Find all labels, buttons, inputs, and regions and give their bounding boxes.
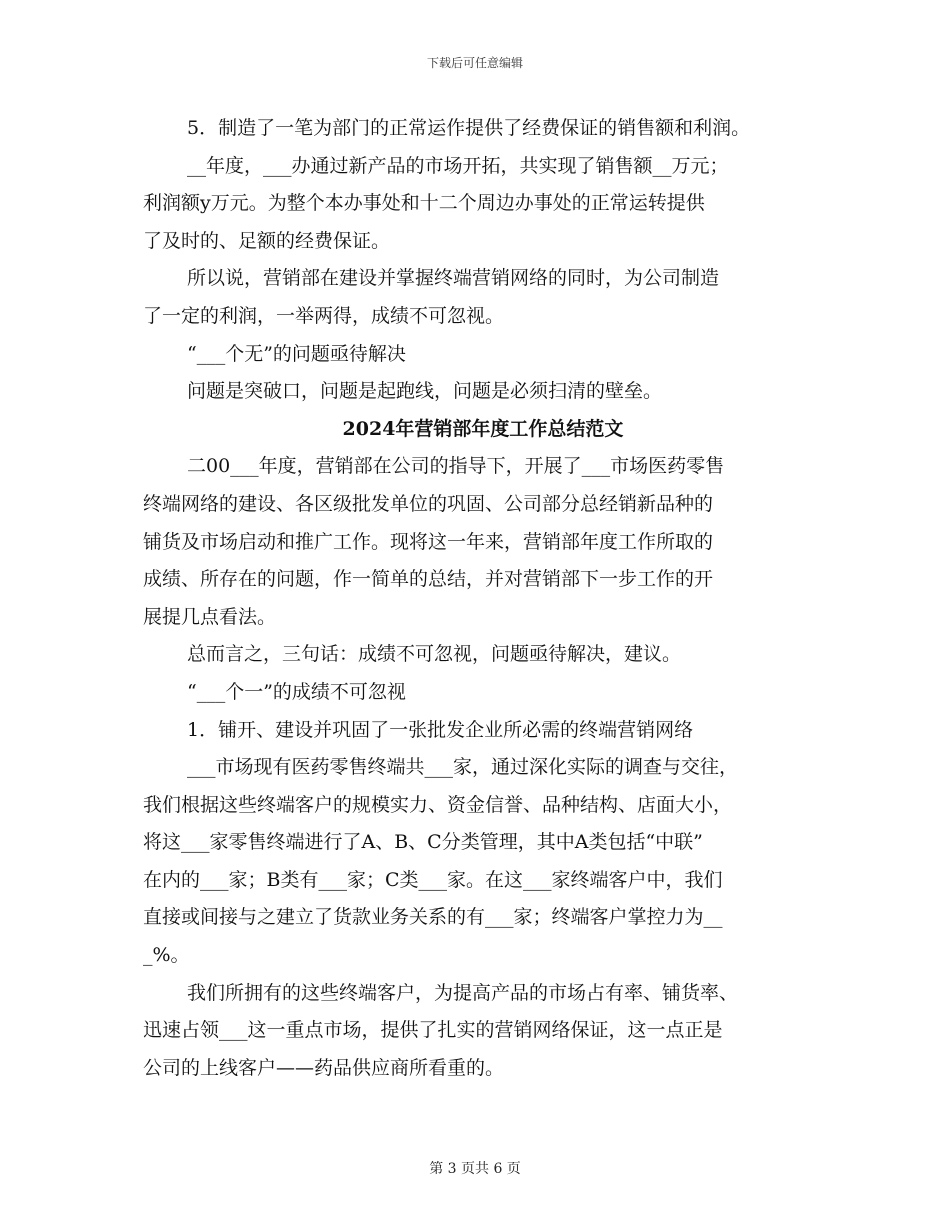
paragraph-line: 所以说，营销部在建设并掌握终端营销网络的同时，为公司制造	[187, 267, 720, 290]
paragraph-line: 将这___家零售终端进行了A、B、C分类管理，其中A类包括“中联”	[143, 831, 703, 854]
paragraph-line: 迅速占领___这一重点市场，提供了扎实的营销网络保证，这一点正是	[143, 1019, 723, 1042]
paragraph-line: 在内的___家；B类有___家；C类___家。在这___家终端客户中，我们	[143, 868, 723, 891]
document-body	[143, 110, 823, 1087]
paragraph-line: 二00___年度，营销部在公司的指导下，开展了___市场医药零售	[187, 455, 725, 478]
section-heading: “___个一”的成绩不可忽视	[187, 680, 406, 703]
paragraph-line: __年度，___办通过新产品的市场开拓，共实现了销售额__万元；	[187, 154, 729, 177]
paragraph-line: 终端网络的建设、各区级批发单位的巩固、公司部分总经销新品种的	[143, 492, 714, 515]
paragraph-line: 公司的上线客户——药品供应商所看重的。	[143, 1056, 505, 1079]
document-title: 2024年营销部年度工作总结范文	[342, 417, 624, 440]
paragraph-line: 成绩、所存在的问题，作一简单的总结，并对营销部下一步工作的开	[143, 568, 714, 591]
paragraph-line: 展提几点看法。	[143, 605, 277, 628]
paragraph-line: 了及时的、足额的经费保证。	[143, 229, 391, 252]
paragraph-line: 我们根据这些终端客户的规模实力、资金信誉、品种结构、店面大小，	[143, 793, 733, 816]
paragraph-line: 直接或间接与之建立了货款业务关系的有___家；终端客户掌控力为__	[143, 906, 723, 929]
section-heading: 1．铺开、建设并巩固了一张批发企业所必需的终端营销网络	[187, 718, 694, 741]
paragraph-line: 我们所拥有的这些终端客户，为提高产品的市场占有率、铺货率、	[187, 981, 739, 1004]
page-header: 下载后可任意编辑	[426, 56, 523, 70]
section-heading: “___个无”的问题亟待解决	[187, 342, 406, 365]
paragraph-line: 了一定的利润，一举两得，成绩不可忽视。	[143, 304, 505, 327]
paragraph-line: _%。	[143, 944, 190, 967]
paragraph-line: 问题是突破口，问题是起跑线，问题是必须扫清的壁垒。	[187, 380, 663, 403]
paragraph-line: ___市场现有医药零售终端共___家，通过深化实际的调查与交往，	[187, 756, 739, 779]
paragraph-line: 总而言之，三句话：成绩不可忽视，问题亟待解决，建议。	[187, 643, 682, 666]
page-footer: 第 3 页共 6 页	[429, 1161, 521, 1177]
paragraph-line: 铺货及市场启动和推广工作。现将这一年来，营销部年度工作所取的	[143, 530, 714, 553]
paragraph-line: 5．制造了一笔为部门的正常运作提供了经费保证的销售额和利润。	[187, 117, 751, 139]
paragraph-line: 利润额y万元。为整个本办事处和十二个周边办事处的正常运转提供	[143, 192, 705, 215]
